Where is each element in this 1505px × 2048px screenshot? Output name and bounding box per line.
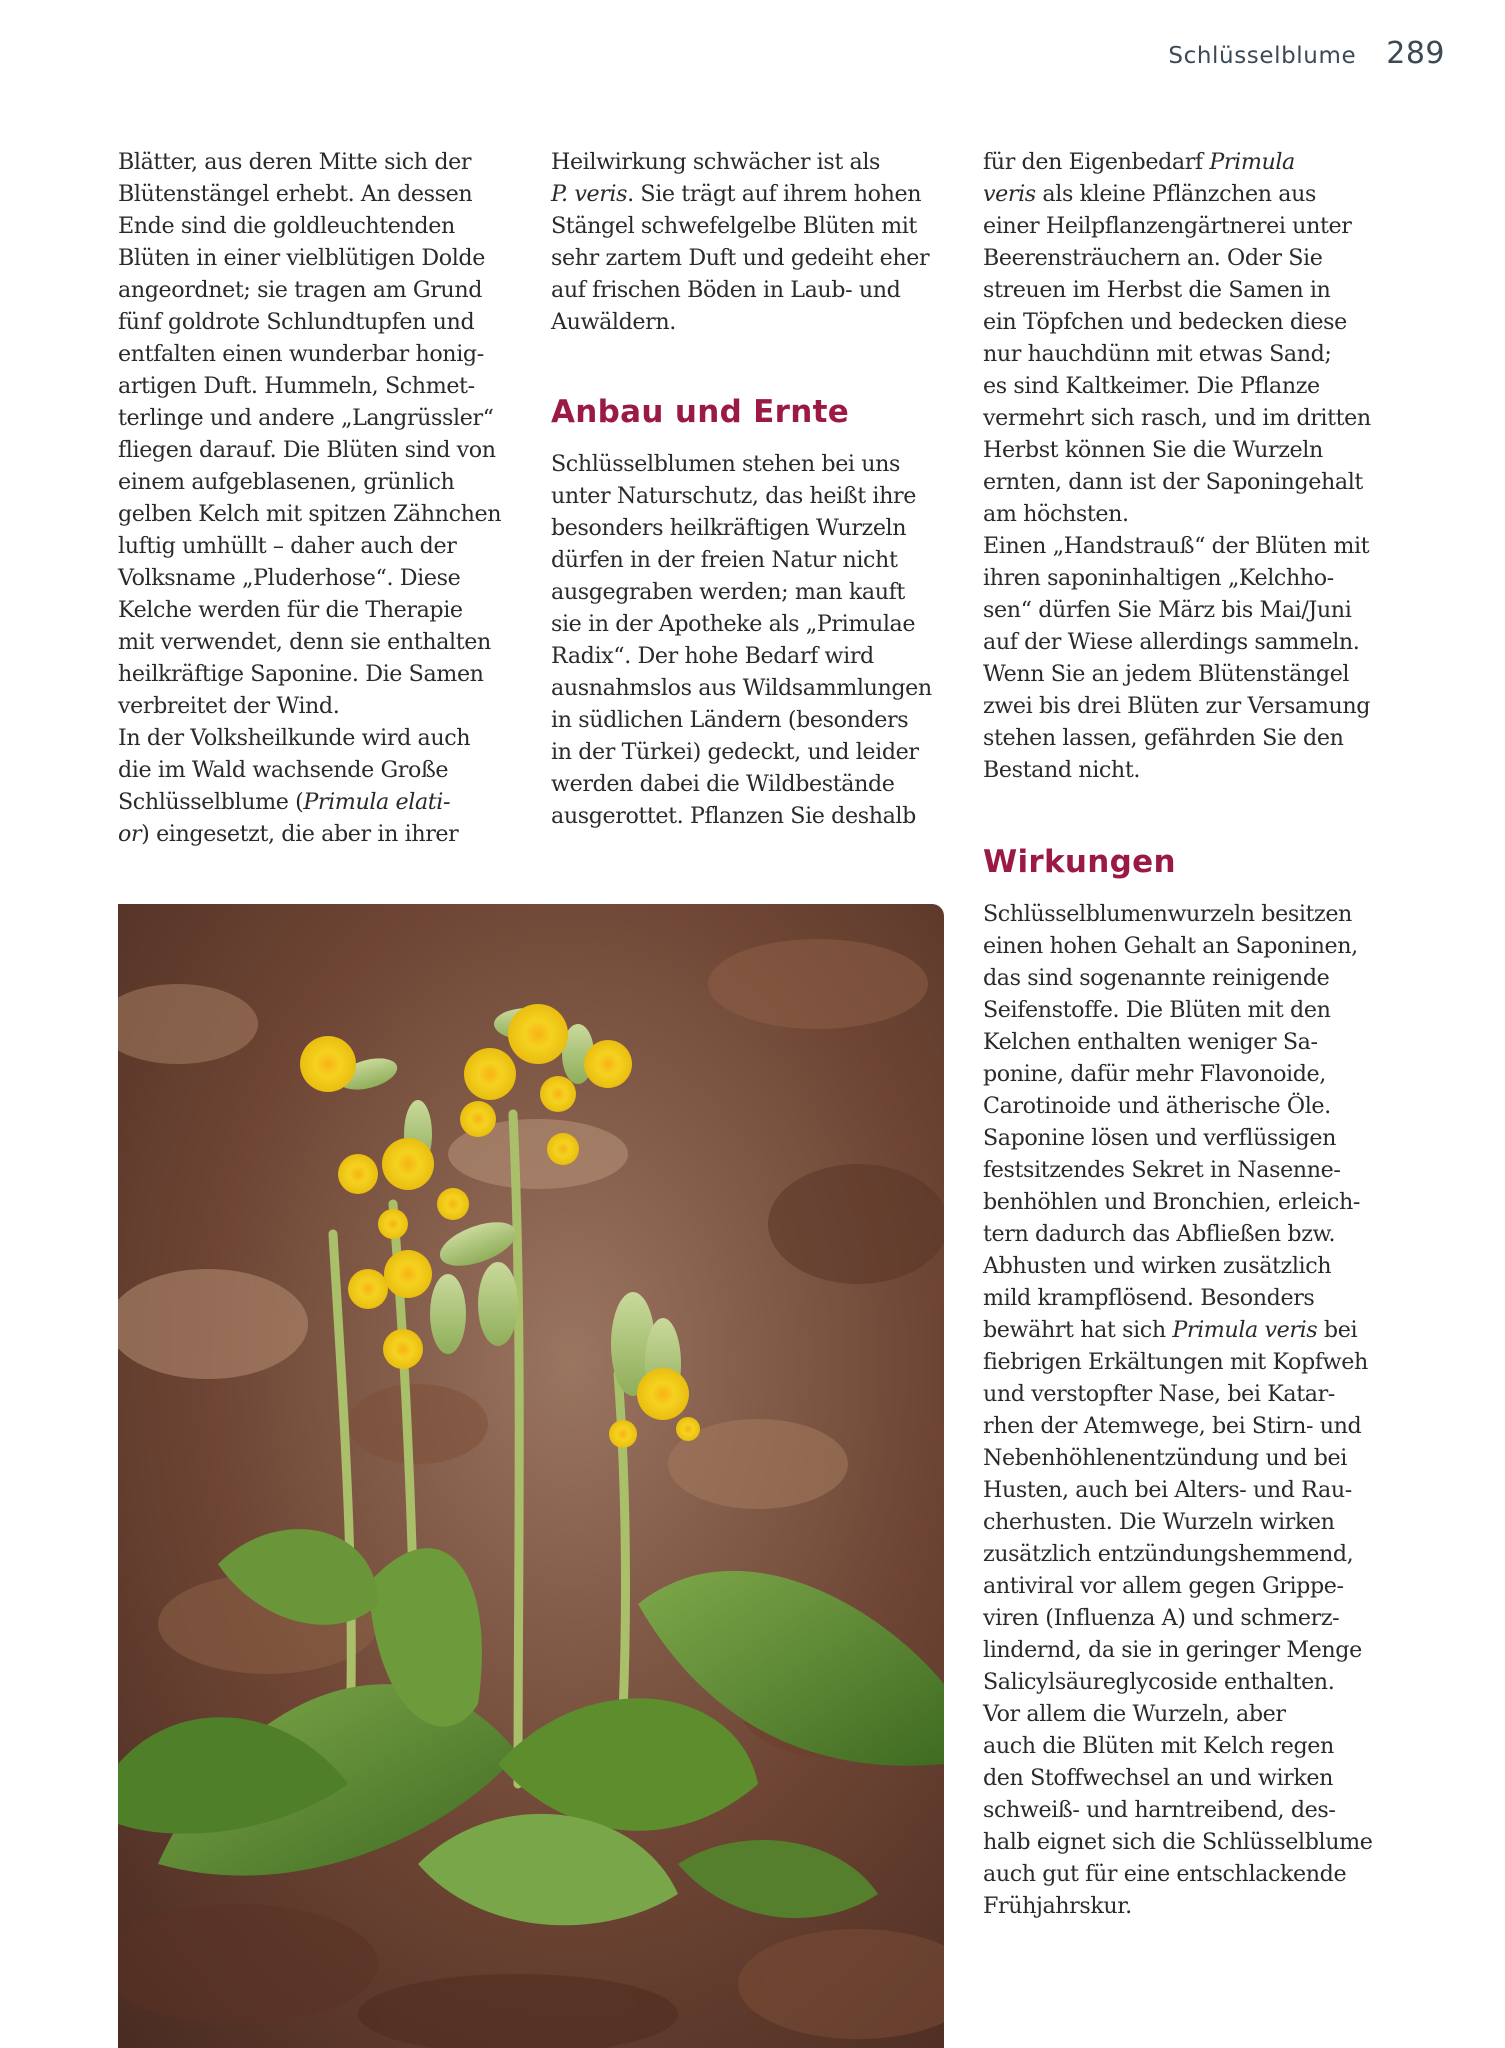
text-column-1 xyxy=(118,146,538,850)
text-line: In der Volksheilkunde wird auch xyxy=(118,725,471,751)
text-line: fünf goldrote Schlundtupfen und xyxy=(118,309,475,335)
text-line: Herbst können Sie die Wurzeln xyxy=(983,437,1323,463)
text-line: Saponine lösen und verflüssigen xyxy=(983,1125,1336,1151)
text-line: auch die Blüten mit Kelch regen xyxy=(983,1733,1334,1759)
text-line: fiebrigen Erkältungen mit Kopfweh xyxy=(983,1349,1368,1375)
text-line: halb eignet sich die Schlüsselblume xyxy=(983,1829,1373,1855)
text-line: ausgegraben werden; man kauft xyxy=(551,579,905,605)
column3-body-paragraph xyxy=(983,898,1408,1922)
text-line: Seifenstoffe. Die Blüten mit den xyxy=(983,997,1331,1023)
text-line: unter Naturschutz, das heißt ihre xyxy=(551,483,916,509)
text-line: viren (Influenza A) und schmerz- xyxy=(983,1605,1340,1631)
text-line: ihren saponinhaltigen „Kelchho- xyxy=(983,565,1334,591)
text-line: für den Eigenbedarf Primula xyxy=(983,149,1295,175)
text-line: ernten, dann ist der Saponingehalt xyxy=(983,469,1363,495)
text-line: Einen „Handstrauß“ der Blüten mit xyxy=(983,533,1370,559)
text-line: Kelche werden für die Therapie xyxy=(118,597,463,623)
text-line: zwei bis drei Blüten zur Versamung xyxy=(983,693,1371,719)
text-line: verbreitet der Wind. xyxy=(118,693,340,719)
text-line: Ende sind die goldleuchtenden xyxy=(118,213,455,239)
text-line: Abhusten und wirken zusätzlich xyxy=(983,1253,1332,1279)
text-line: bewährt hat sich Primula veris bei xyxy=(983,1317,1358,1343)
text-line: lindernd, da sie in geringer Menge xyxy=(983,1637,1362,1663)
text-line: einem aufgeblasenen, grünlich xyxy=(118,469,455,495)
text-line: veris als kleine Pflänzchen aus xyxy=(983,181,1316,207)
text-line: heilkräftige Saponine. Die Samen xyxy=(118,661,484,687)
text-line: den Stoffwechsel an und wirken xyxy=(983,1765,1334,1791)
text-line: dürfen in der freien Natur nicht xyxy=(551,547,898,573)
text-line: Husten, auch bei Alters- und Rau- xyxy=(983,1477,1352,1503)
section-heading-wirkungen: Wirkungen xyxy=(983,844,1176,880)
text-line: auf frischen Böden in Laub- und xyxy=(551,277,901,303)
text-column-2 xyxy=(551,146,971,832)
running-head xyxy=(1168,36,1445,71)
text-line: fliegen darauf. Die Blüten sind von xyxy=(118,437,496,463)
text-line: gelben Kelch mit spitzen Zähnchen xyxy=(118,501,502,527)
text-line: mild krampflösend. Besonders xyxy=(983,1285,1315,1311)
text-line: auch gut für eine entschlackende xyxy=(983,1861,1347,1887)
text-line: Frühjahrskur. xyxy=(983,1893,1132,1919)
text-line: stehen lassen, gefährden Sie den xyxy=(983,725,1344,751)
text-line: entfalten einen wunderbar honig- xyxy=(118,341,484,367)
text-line: Heilwirkung schwächer ist als xyxy=(551,149,881,175)
running-head-title: Schlüsselblume xyxy=(1168,43,1357,69)
text-line: Volksname „Pluderhose“. Diese xyxy=(118,565,461,591)
text-line: sen“ dürfen Sie März bis Mai/Juni xyxy=(983,597,1352,623)
text-line: ausnahmslos aus Wildsammlungen xyxy=(551,675,932,701)
text-line: die im Wald wachsende Große xyxy=(118,757,449,783)
text-line: Schlüsselblumenwurzeln besitzen xyxy=(983,901,1352,927)
text-line: benhöhlen und Bronchien, erleich- xyxy=(983,1189,1360,1215)
text-line: festsitzendes Sekret in Nasenne- xyxy=(983,1157,1341,1183)
text-line: artigen Duft. Hummeln, Schmet- xyxy=(118,373,475,399)
text-column-3 xyxy=(983,146,1408,1922)
text-line: vermehrt sich rasch, und im dritten xyxy=(983,405,1371,431)
text-line: P. veris. Sie trägt auf ihrem hohen xyxy=(551,181,922,207)
text-line: Wenn Sie an jedem Blütenstängel xyxy=(983,661,1350,687)
text-line: Kelchen enthalten weniger Sa- xyxy=(983,1029,1318,1055)
text-line: einer Heilpflanzengärtnerei unter xyxy=(983,213,1352,239)
text-line: es sind Kaltkeimer. Die Pflanze xyxy=(983,373,1320,399)
text-line: besonders heilkräftigen Wurzeln xyxy=(551,515,907,541)
text-line: das sind sogenannte reinigende xyxy=(983,965,1330,991)
text-line: or) eingesetzt, die aber in ihrer xyxy=(118,821,459,847)
text-line: Nebenhöhlenentzündung und bei xyxy=(983,1445,1347,1471)
text-line: angeordnet; sie tragen am Grund xyxy=(118,277,483,303)
text-line: ponine, dafür mehr Flavonoide, xyxy=(983,1061,1326,1087)
text-line: in südlichen Ländern (besonders xyxy=(551,707,909,733)
column3-intro-paragraph xyxy=(983,146,1408,786)
text-line: Schlüsselblumen stehen bei uns xyxy=(551,451,901,477)
text-line: Radix“. Der hohe Bedarf wird xyxy=(551,643,874,669)
text-line: Carotinoide und ätherische Öle. xyxy=(983,1093,1331,1119)
text-line: Blätter, aus deren Mitte sich der xyxy=(118,149,472,175)
text-line: Bestand nicht. xyxy=(983,757,1140,783)
page-number: 289 xyxy=(1386,36,1445,71)
text-line: Salicylsäureglycoside enthalten. xyxy=(983,1669,1335,1695)
text-line: Beerensträuchern an. Oder Sie xyxy=(983,245,1323,271)
text-line: Auwäldern. xyxy=(551,309,676,335)
text-line: cherhusten. Die Wurzeln wirken xyxy=(983,1509,1335,1535)
text-line: auf der Wiese allerdings sammeln. xyxy=(983,629,1360,655)
text-line: Blütenstängel erhebt. An dessen xyxy=(118,181,473,207)
text-line: sehr zartem Duft und gedeiht eher xyxy=(551,245,930,271)
column2-body-paragraph xyxy=(551,448,971,832)
text-line: mit verwendet, denn sie enthalten xyxy=(118,629,491,655)
text-line: Vor allem die Wurzeln, aber xyxy=(983,1701,1286,1727)
text-line: antiviral vor allem gegen Grippe- xyxy=(983,1573,1344,1599)
text-line: zusätzlich entzündungshemmend, xyxy=(983,1541,1354,1567)
text-line: und verstopfter Nase, bei Katar- xyxy=(983,1381,1335,1407)
text-line: ausgerottet. Pflanzen Sie deshalb xyxy=(551,803,916,829)
text-line: einen hohen Gehalt an Saponinen, xyxy=(983,933,1358,959)
text-line: rhen der Atemwege, bei Stirn- und xyxy=(983,1413,1362,1439)
text-line: in der Türkei) gedeckt, und leider xyxy=(551,739,919,765)
text-line: am höchsten. xyxy=(983,501,1129,527)
text-line: sie in der Apotheke als „Primulae xyxy=(551,611,916,637)
column2-intro-paragraph xyxy=(551,146,971,338)
text-line: ein Töpfchen und bedecken diese xyxy=(983,309,1347,335)
text-line: streuen im Herbst die Samen in xyxy=(983,277,1331,303)
text-line: luftig umhüllt – daher auch der xyxy=(118,533,457,559)
text-line: nur hauchdünn mit etwas Sand; xyxy=(983,341,1332,367)
column1-paragraph xyxy=(118,146,538,850)
text-line: Stängel schwefelgelbe Blüten mit xyxy=(551,213,917,239)
section-heading-anbau: Anbau und Ernte xyxy=(551,394,850,430)
text-line: terlinge und andere „Langrüssler“ xyxy=(118,405,494,431)
text-line: Blüten in einer vielblütigen Dolde xyxy=(118,245,485,271)
text-line: schweiß- und harntreibend, des- xyxy=(983,1797,1336,1823)
text-line: Schlüsselblume (Primula elati- xyxy=(118,789,451,815)
text-line: tern dadurch das Abfließen bzw. xyxy=(983,1221,1336,1247)
text-line: werden dabei die Wildbestände xyxy=(551,771,895,797)
cowslip-photo xyxy=(118,904,944,2048)
